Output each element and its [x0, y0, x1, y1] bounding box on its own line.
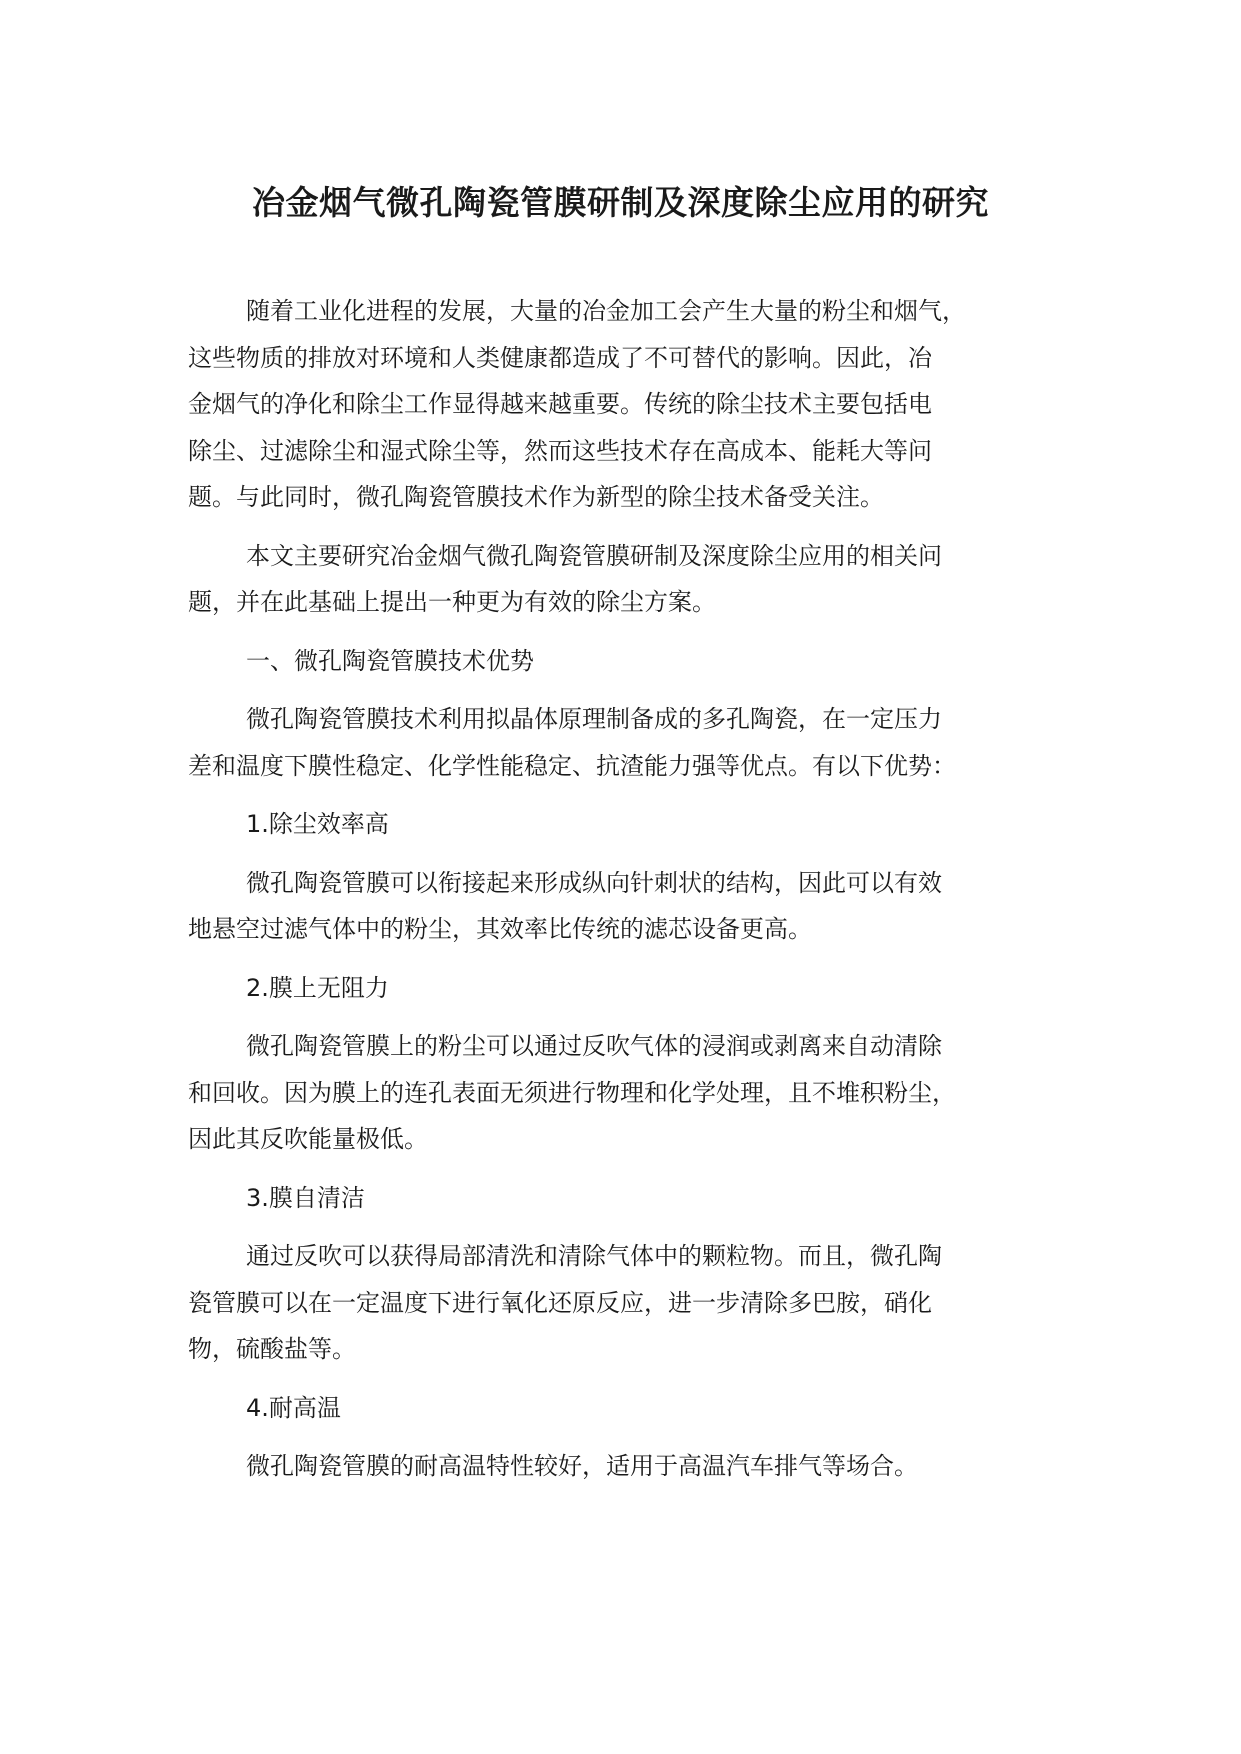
text-line: 物，硫酸盐等。: [188, 1335, 356, 1363]
text-line: 地悬空过滤气体中的粉尘，其效率比传统的滤芯设备更高。: [188, 915, 812, 943]
text-line: 除尘、过滤除尘和湿式除尘等，然而这些技术存在高成本、能耗大等问: [188, 436, 932, 465]
text-line: 微孔陶瓷管膜的耐高温特性较好，适用于高温汽车排气等场合。: [246, 1452, 918, 1480]
subheading-1: [188, 801, 1084, 848]
paragraph-item-1: [188, 860, 1084, 953]
paragraph-item-4: [188, 1443, 1084, 1490]
text-line: 题。与此同时，微孔陶瓷管膜技术作为新型的除尘技术备受关注。: [188, 483, 884, 511]
text-line: 微孔陶瓷管膜上的粉尘可以通过反吹气体的浸润或剥离来自动清除: [246, 1032, 942, 1060]
text-line: 微孔陶瓷管膜技术利用拟晶体原理制备成的多孔陶瓷，在一定压力: [246, 705, 942, 733]
text-line: 瓷管膜可以在一定温度下进行氧化还原反应，进一步清除多巴胺，硝化: [188, 1288, 932, 1317]
text-line: 差和温度下膜性稳定、化学性能稳定、抗渣能力强等优点。有以下优势：: [188, 751, 956, 780]
paragraph-item-2: [188, 1023, 1084, 1163]
text-line: 4.耐高温: [246, 1393, 341, 1422]
text-line: 这些物质的排放对环境和人类健康都造成了不可替代的影响。因此，冶: [188, 343, 932, 372]
document-body: [188, 288, 1084, 1502]
paragraph-intro: [188, 288, 1084, 521]
paragraph-scope: [188, 533, 1084, 626]
text-line: 因此其反吹能量极低。: [188, 1125, 428, 1153]
subheading-4: [188, 1385, 1084, 1432]
paragraph-item-3: [188, 1233, 1084, 1373]
document-title: 冶金烟气微孔陶瓷管膜研制及深度除尘应用的研究: [252, 183, 989, 222]
section-heading: [188, 638, 1084, 685]
subheading-2: [188, 965, 1084, 1012]
text-line: 题，并在此基础上提出一种更为有效的除尘方案。: [188, 588, 716, 616]
text-line: 本文主要研究冶金烟气微孔陶瓷管膜研制及深度除尘应用的相关问: [246, 541, 942, 570]
paragraph-advantages: [188, 696, 1084, 789]
text-line: 一、微孔陶瓷管膜技术优势: [246, 646, 534, 675]
text-line: 金烟气的净化和除尘工作显得越来越重要。传统的除尘技术主要包括电: [188, 390, 932, 418]
text-line: 2.膜上无阻力: [246, 973, 389, 1002]
text-line: 和回收。因为膜上的连孔表面无须进行物理和化学处理，且不堆积粉尘，: [188, 1078, 956, 1107]
text-line: 微孔陶瓷管膜可以衔接起来形成纵向针刺状的结构，因此可以有效: [246, 868, 942, 897]
text-line: 通过反吹可以获得局部清洗和清除气体中的颗粒物。而且，微孔陶: [246, 1242, 942, 1270]
text-line: 3.膜自清洁: [246, 1183, 365, 1212]
subheading-3: [188, 1175, 1084, 1222]
text-line: 随着工业化进程的发展，大量的冶金加工会产生大量的粉尘和烟气，: [246, 297, 966, 325]
text-line: 1.除尘效率高: [246, 810, 389, 838]
